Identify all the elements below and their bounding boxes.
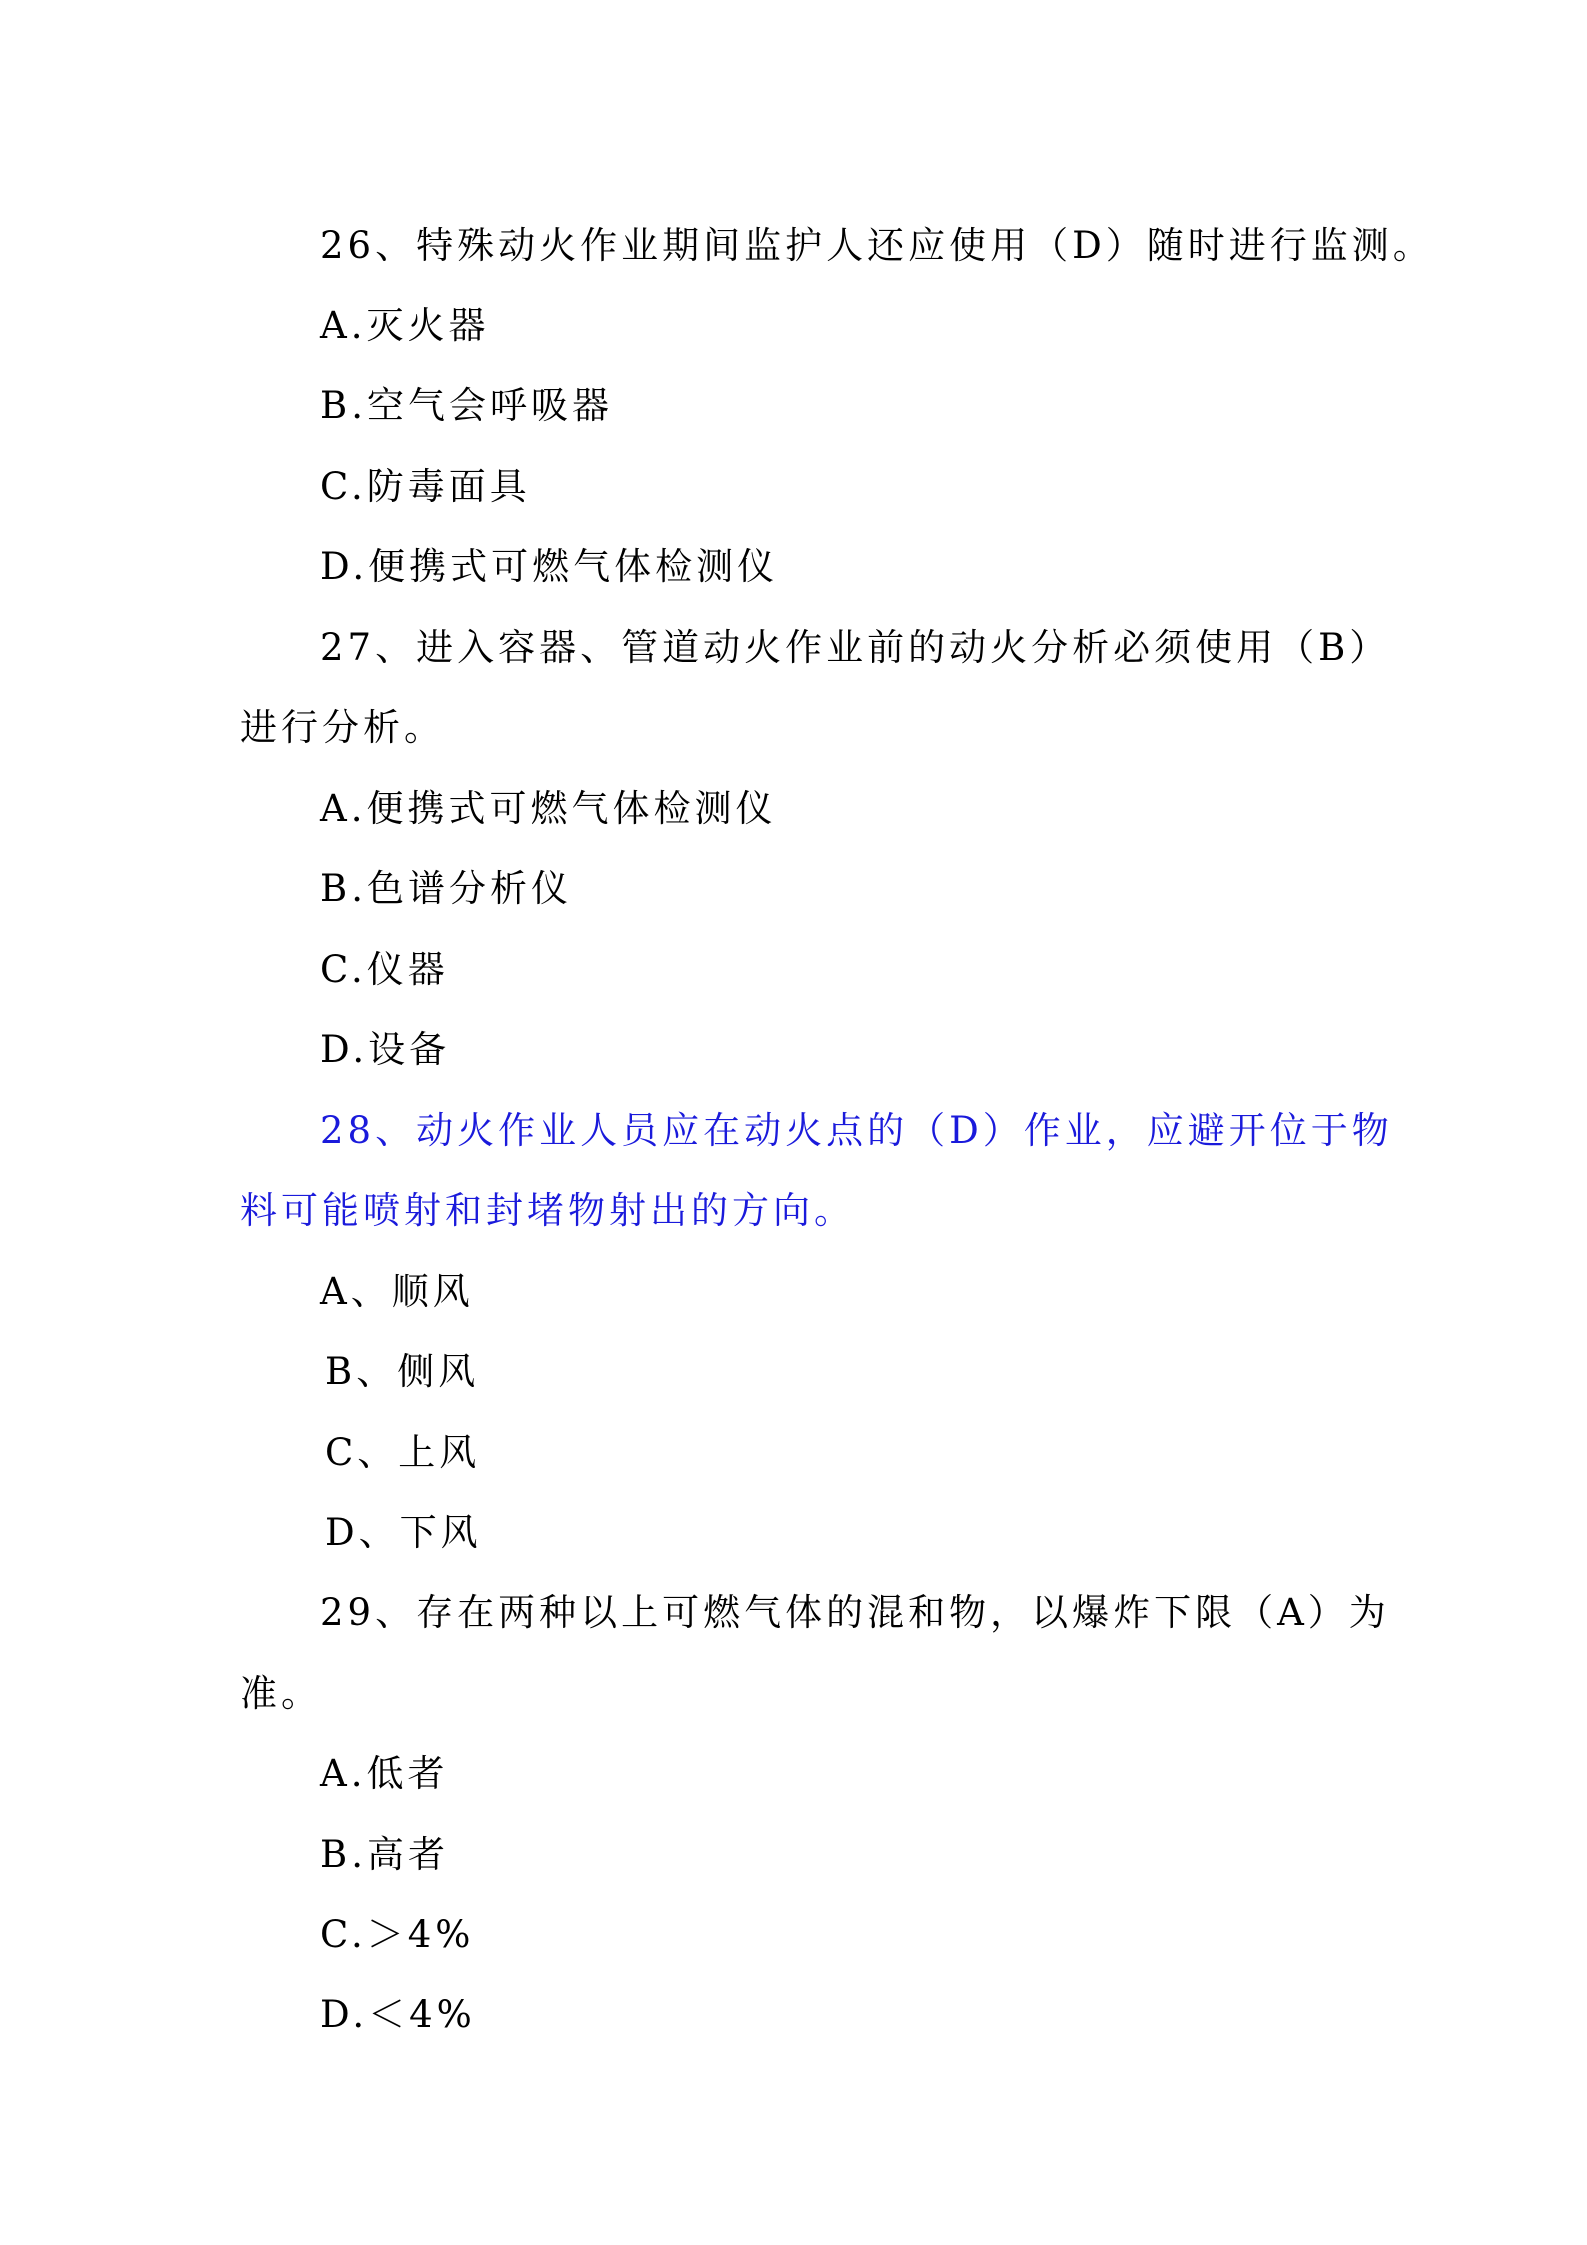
question-28-option-d: D、下风 <box>325 1511 482 1554</box>
question-26-option-a: A.灭火器 <box>320 304 490 347</box>
question-26-option-d: D.便携式可燃气体检测仪 <box>320 545 779 588</box>
question-28-option-b: B、侧风 <box>325 1350 480 1393</box>
question-26-option-b: B.空气会呼吸器 <box>320 384 613 427</box>
question-28-option-a: A、顺风 <box>320 1270 474 1313</box>
question-27-option-d: D.设备 <box>320 1028 451 1071</box>
question-27-stem-line-1: 27、进入容器、管道动火作业前的动火分析必须使用（B） <box>320 626 1391 669</box>
question-26-stem-line-1: 26、特殊动火作业期间监护人还应使用（D）随时进行监测。 <box>320 224 1434 267</box>
question-26-option-c: C.防毒面具 <box>320 465 531 508</box>
question-29-stem-line-2: 准。 <box>240 1672 322 1715</box>
question-29-option-d: D.＜4% <box>320 1993 476 2036</box>
question-29-option-a: A.低者 <box>320 1752 449 1795</box>
question-27-option-c: C.仪器 <box>320 948 449 991</box>
question-29-option-b: B.高者 <box>320 1833 449 1876</box>
question-27-option-b: B.色谱分析仪 <box>320 867 572 910</box>
question-29-option-c: C.＞4% <box>320 1913 475 1956</box>
question-27-stem-line-2: 进行分析。 <box>240 706 445 749</box>
question-28-stem-line-2: 料可能喷射和封堵物射出的方向。 <box>240 1189 855 1232</box>
question-28-option-c: C、上风 <box>325 1431 481 1474</box>
question-27-option-a: A.便携式可燃气体检测仪 <box>320 787 777 830</box>
question-28-stem-line-1: 28、动火作业人员应在动火点的（D）作业，应避开位于物 <box>320 1109 1393 1152</box>
question-29-stem-line-1: 29、存在两种以上可燃气体的混和物，以爆炸下限（A）为 <box>320 1591 1390 1634</box>
